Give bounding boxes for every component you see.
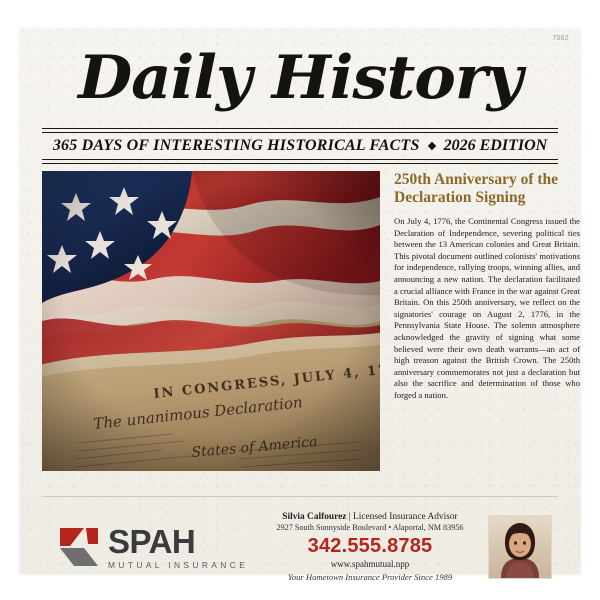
subtitle-bar (42, 132, 558, 159)
agent-tagline: Your Hometown Insurance Provider Since 1989 (287, 572, 453, 582)
agent-website[interactable]: www.spahmutual.npp (330, 559, 410, 569)
agent-role: Licensed Insurance Advisor (353, 512, 458, 522)
diamond-icon (427, 141, 435, 149)
spah-logo-icon (58, 526, 100, 568)
masthead (20, 43, 580, 113)
subtitle-text: 365 DAYS OF INTERESTING HISTORICAL FACTS (52, 136, 420, 154)
agent-name: Silvia Calfourez (282, 512, 347, 522)
edition-label: 2026 EDITION (443, 136, 548, 154)
masthead-title: Daily History (78, 43, 522, 113)
agent-line (256, 512, 484, 522)
sku-code: 7062 (552, 35, 569, 42)
advertiser-footer (42, 506, 558, 588)
agent-portrait (488, 515, 552, 579)
footer-divider (42, 496, 558, 497)
advertiser-logo-text (108, 522, 249, 570)
advertiser-name: SPAH (108, 522, 196, 560)
advertiser-logo (42, 522, 252, 570)
article-headline: 250th Anniversary of the Declaration Signing (394, 171, 559, 206)
agent-phone[interactable]: 342.555.8785 (307, 535, 433, 557)
advertiser-tagline-small: MUTUAL INSURANCE (108, 559, 249, 570)
calendar-sheet (20, 28, 580, 582)
advertiser-contact (252, 512, 488, 582)
feature-photo (42, 171, 380, 471)
agent-separator: | (348, 512, 354, 522)
agent-address: 2927 South Sunnyside Boulevard • Alaportal, NM 83956 (276, 523, 464, 532)
article-body: On July 4, 1776, the Continental Congress issued the Declaration of Independence, severing political ties between the 13 American colonies and Great Britain. This pivotal document outlined colonists' motivations for independence, rallying troops, winning allies, and announcing a new nation. The declaration facilitated a crucial alliance with France in the war against Great Britain. On this 250th anniversary, we reflect on the signatories' courage on August 2, 1776, in the Pennsylvania State House. The solemn atmosphere acknowledged the gravity of signing what some believed were their own death warrants—an act of high treason against the British Crown. The 250th anniversary commemorates not just a declaration but also the sacrifice and determination of those who forged a nation. (394, 216, 580, 400)
article (394, 171, 580, 402)
rule-bottom (42, 159, 558, 164)
